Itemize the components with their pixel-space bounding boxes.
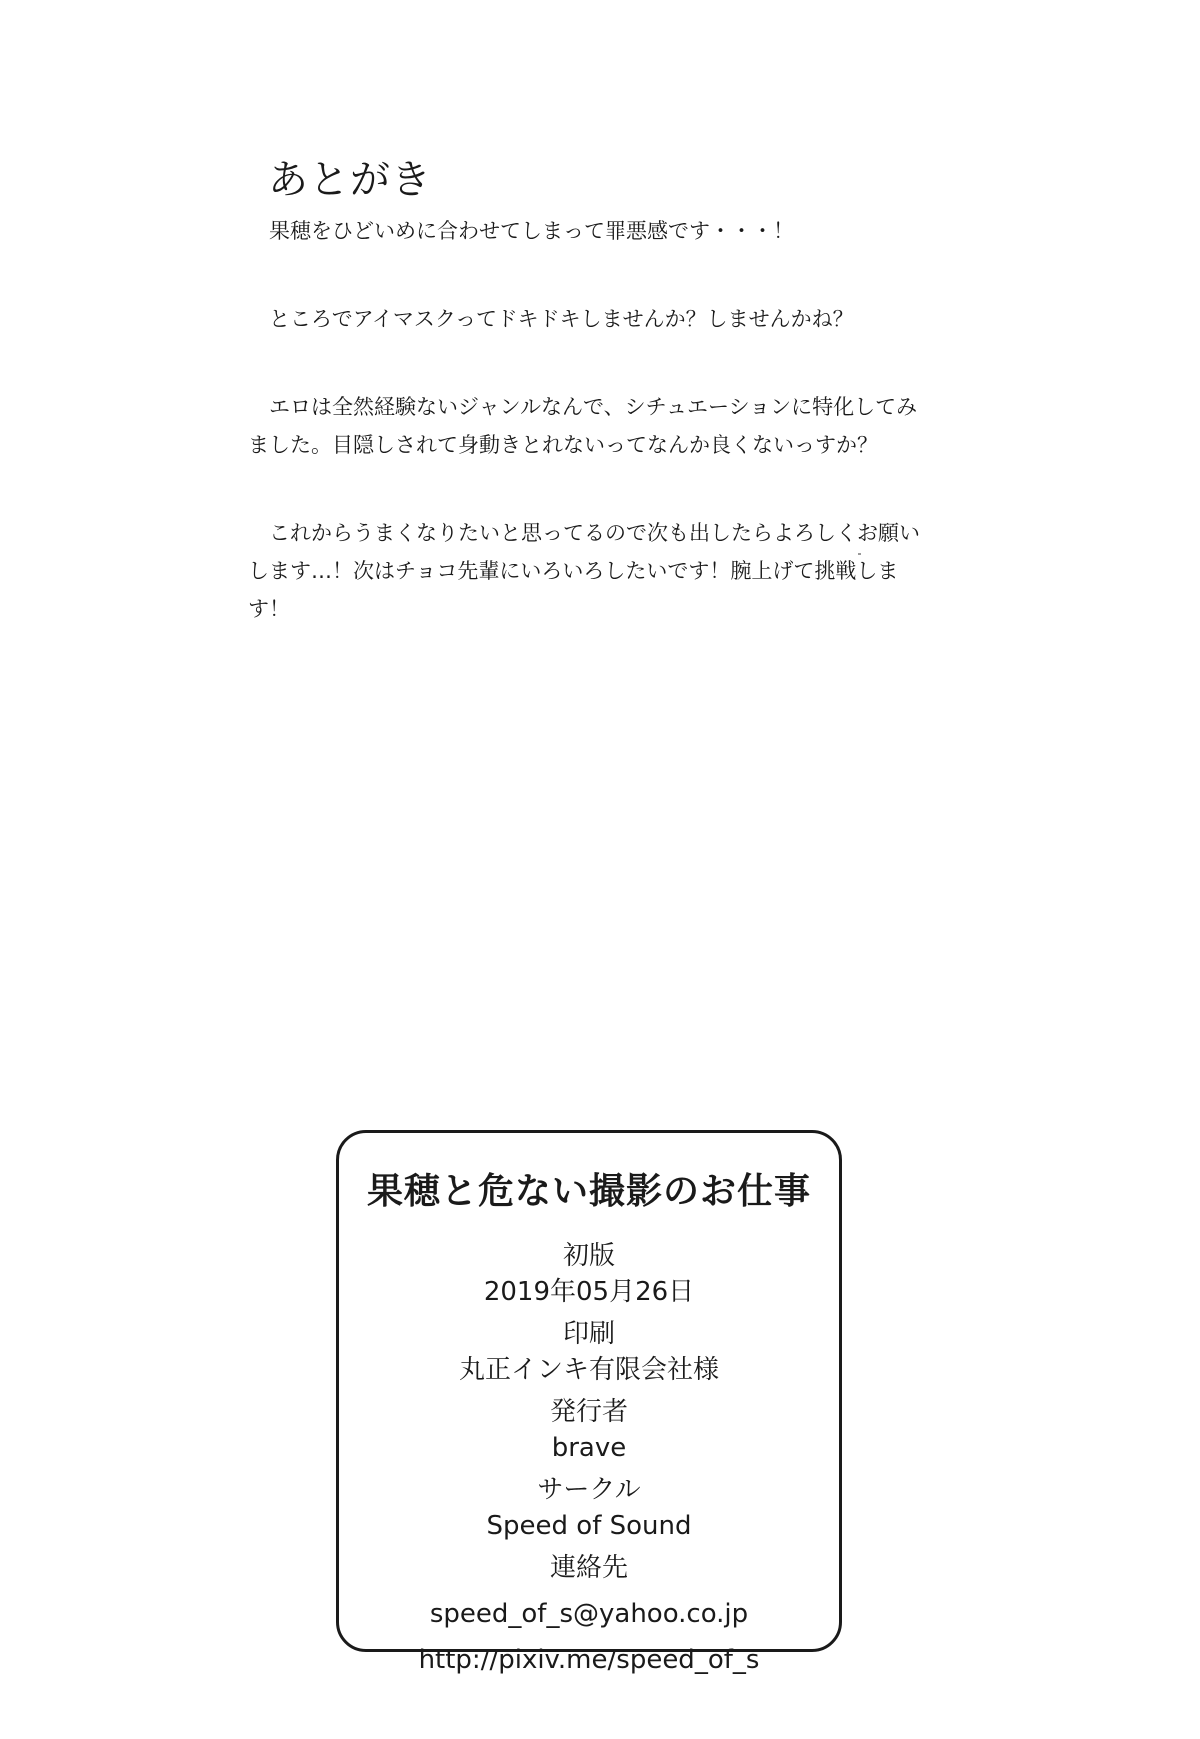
afterword-title: あとがき: [268, 157, 432, 203]
scan-speck: [858, 553, 861, 555]
colophon-box: [336, 1130, 842, 1675]
afterword-paragraph: これからうまくなりたいと思ってるので次も出したらよろしくお願いします…！次はチョコ先輩にいろいろしたいです！腕上げて挑戦します！: [248, 521, 920, 621]
afterword-body: [248, 212, 938, 678]
circle-label: サークル: [537, 1475, 641, 1505]
printer-name: 丸正インキ有限会社様: [458, 1355, 719, 1385]
printing-label: 印刷: [562, 1319, 615, 1349]
circle-name: Speed of Sound: [486, 1511, 692, 1541]
publisher-label: 発行者: [549, 1397, 628, 1427]
afterword-paragraph: ところでアイマスクってドキドキしませんか？しませんかね？: [269, 307, 854, 331]
colophon-title: 果穂と危ない撮影のお仕事: [366, 1171, 811, 1212]
afterword-paragraph: 果穂をひどいめに合わせてしまって罪悪感です・・・！: [269, 219, 794, 243]
afterword-paragraph: エロは全然経験ないジャンルなんで、シチュエーションに特化してみました。目隠しされて身動きとれないってなんか良くないっすか？: [248, 395, 918, 457]
contact-email: speed_of_s@yahoo.co.jp: [429, 1599, 749, 1629]
colophon-list: [339, 1238, 839, 1678]
contact-label: 連絡先: [549, 1553, 628, 1583]
contact-url: http://pixiv.me/speed_of_s: [418, 1645, 760, 1675]
publication-date: 2019年05月26日: [483, 1277, 695, 1307]
publisher-name: brave: [551, 1433, 627, 1463]
edition-label: 初版: [562, 1241, 615, 1271]
